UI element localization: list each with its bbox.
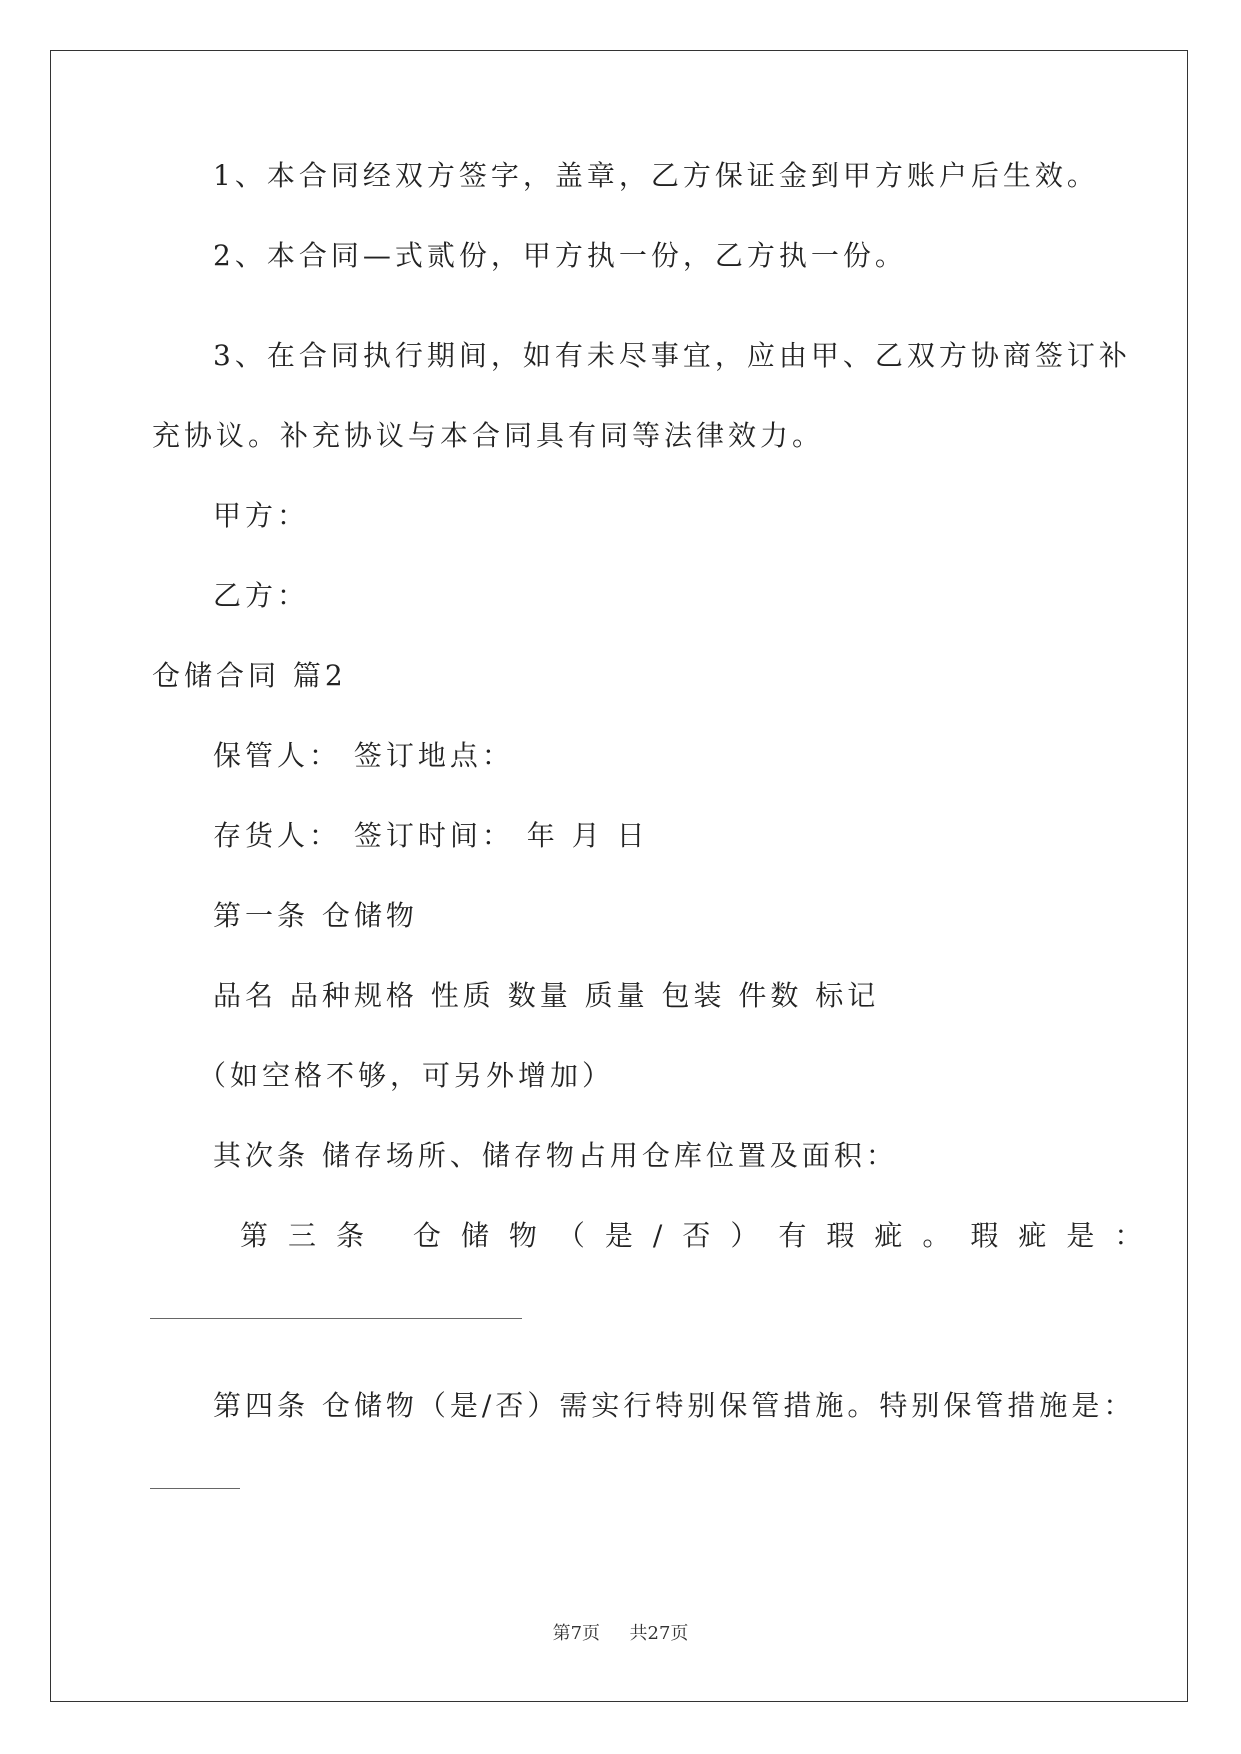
party-b-label: 乙方： <box>213 579 310 612</box>
clause-line-3-cont: 充协议。补充协议与本合同具有同等法律效力。 <box>152 419 825 452</box>
depositor-line: 存货人： 签订时间： 年 月 日 <box>213 819 649 852</box>
clause-line-2: 2、本合同—式贰份，甲方执一份，乙方执一份。 <box>213 239 907 272</box>
article-3: 第三条 仓储物（是/否）有瑕疵。瑕疵是： <box>240 1219 1163 1252</box>
custodian-line: 保管人： 签订地点： <box>213 739 514 772</box>
article-4: 第四条 仓储物（是/否）需实行特别保管措施。特别保管措施是： <box>213 1389 1136 1422</box>
article-2: 其次条 储存场所、储存物占用仓库位置及面积： <box>213 1139 898 1172</box>
note-line: （如空格不够，可另外增加） <box>198 1059 615 1092</box>
clause-line-1: 1、本合同经双方签字，盖章，乙方保证金到甲方账户后生效。 <box>213 159 1099 192</box>
page-frame <box>50 50 1188 1702</box>
clause-line-3: 3、在合同执行期间，如有未尽事宜，应由甲、乙双方协商签订补 <box>213 339 1131 372</box>
section-heading: 仓储合同 篇2 <box>152 659 347 692</box>
party-a-label: 甲方： <box>213 499 310 532</box>
article-1: 第一条 仓储物 <box>213 899 418 932</box>
page-footer <box>0 1622 1241 1646</box>
article-4-blank-line <box>150 1488 240 1489</box>
item-columns: 品名 品种规格 性质 数量 质量 包装 件数 标记 <box>213 979 880 1012</box>
page-number: 第7页 <box>552 1623 601 1644</box>
article-3-blank-line <box>150 1318 522 1319</box>
page-total: 共27页 <box>629 1623 689 1644</box>
